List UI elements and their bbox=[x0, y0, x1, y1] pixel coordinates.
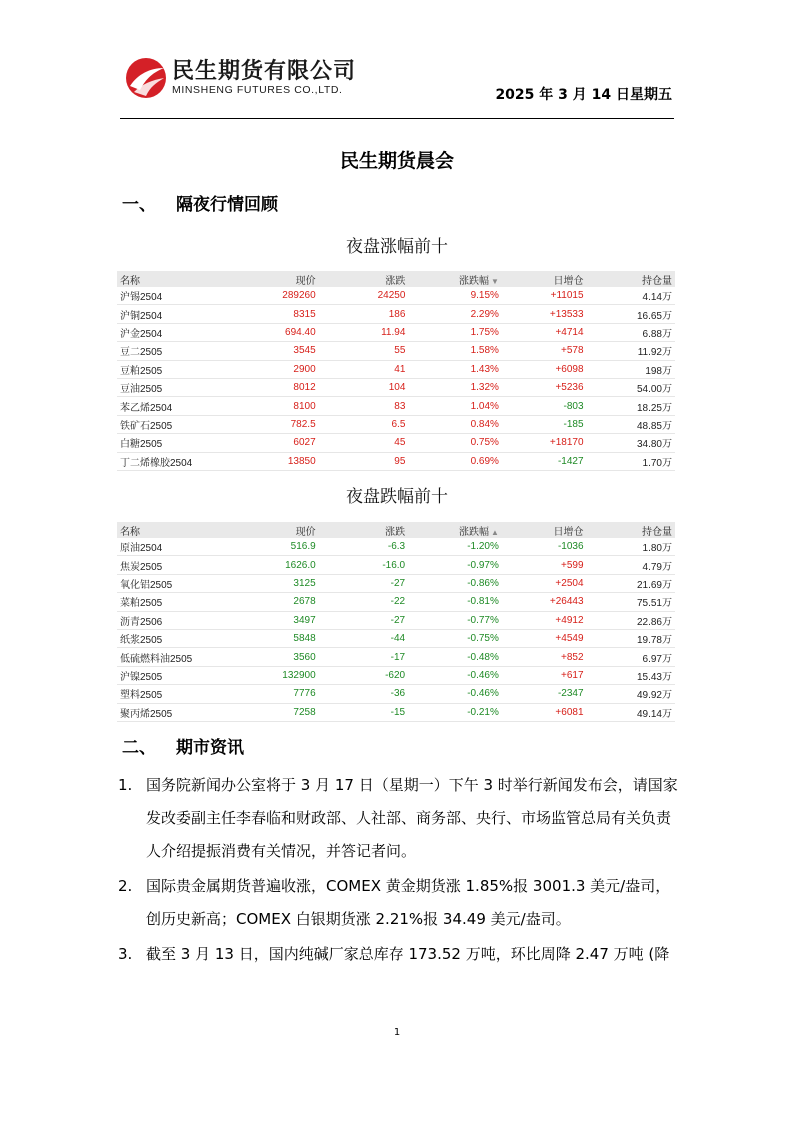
column-header-change[interactable]: 涨跌 bbox=[319, 271, 409, 287]
change-percent: -0.46% bbox=[408, 666, 502, 684]
price-change: -27 bbox=[319, 611, 408, 629]
open-interest: 198万 bbox=[587, 360, 675, 378]
last-price: 3545 bbox=[230, 342, 318, 360]
table-row[interactable] bbox=[117, 342, 675, 360]
change-percent: -0.75% bbox=[408, 629, 502, 647]
change-percent: 1.58% bbox=[408, 342, 502, 360]
price-change: 83 bbox=[319, 397, 409, 415]
last-price: 3497 bbox=[230, 611, 318, 629]
last-price: 2678 bbox=[230, 593, 318, 611]
table-row[interactable] bbox=[117, 648, 675, 666]
price-change: 55 bbox=[319, 342, 409, 360]
change-percent: 1.43% bbox=[408, 360, 502, 378]
section-heading-news bbox=[122, 733, 244, 758]
table-row[interactable] bbox=[117, 360, 675, 378]
change-percent: -1.20% bbox=[408, 538, 502, 556]
contract-name: 低硫燃料油2505 bbox=[117, 648, 230, 666]
price-change: 186 bbox=[319, 305, 409, 323]
last-price: 3560 bbox=[230, 648, 318, 666]
table-row[interactable] bbox=[117, 323, 675, 341]
section-title: 期市资讯 bbox=[176, 738, 244, 758]
contract-name: 沪锡2504 bbox=[117, 287, 230, 305]
daily-oi-change: +5236 bbox=[502, 378, 587, 396]
contract-name: 白糖2505 bbox=[117, 434, 230, 452]
column-header-price[interactable]: 现价 bbox=[230, 522, 318, 538]
table-row[interactable] bbox=[117, 397, 675, 415]
gainers-table bbox=[117, 271, 675, 471]
daily-oi-change: +18170 bbox=[502, 434, 587, 452]
sort-down-icon: ▼ bbox=[491, 276, 499, 286]
last-price: 3125 bbox=[230, 574, 318, 592]
daily-oi-change: +4714 bbox=[502, 323, 587, 341]
daily-oi-change: +852 bbox=[502, 648, 587, 666]
contract-name: 沥青2506 bbox=[117, 611, 230, 629]
table-header-row bbox=[117, 522, 675, 538]
column-header-daily-oi[interactable]: 日增仓 bbox=[502, 522, 587, 538]
news-text: 国际贵金属期货普遍收涨，COMEX 黄金期货涨 1.85%报 3001.3 美元/盎司，创历史新高；COMEX 白银期货涨 2.21%报 34.49 美元/盎司。 bbox=[146, 877, 671, 928]
last-price: 516.9 bbox=[230, 538, 318, 556]
logo-swoosh-icon bbox=[124, 56, 168, 100]
section-number: 一、 bbox=[122, 195, 156, 215]
open-interest: 6.88万 bbox=[587, 323, 675, 341]
daily-oi-change: -1427 bbox=[502, 452, 587, 470]
column-header-open-interest[interactable]: 持仓量 bbox=[587, 522, 675, 538]
change-percent: 0.75% bbox=[408, 434, 502, 452]
change-percent: 1.32% bbox=[408, 378, 502, 396]
table-row[interactable] bbox=[117, 287, 675, 305]
gainers-table-title: 夜盘涨幅前十 bbox=[346, 237, 448, 257]
column-header-daily-oi[interactable]: 日增仓 bbox=[502, 271, 587, 287]
table-row[interactable] bbox=[117, 378, 675, 396]
open-interest: 19.78万 bbox=[587, 629, 675, 647]
change-percent: 9.15% bbox=[408, 287, 502, 305]
table-row[interactable] bbox=[117, 611, 675, 629]
open-interest: 54.00万 bbox=[587, 378, 675, 396]
logo-english-name: MINSHENG FUTURES CO.,LTD. bbox=[172, 84, 343, 96]
news-index: 2. bbox=[118, 877, 133, 895]
daily-oi-change: +26443 bbox=[502, 593, 587, 611]
price-change: 41 bbox=[319, 360, 409, 378]
column-header-name[interactable]: 名称 bbox=[117, 271, 230, 287]
change-percent: 0.84% bbox=[408, 415, 502, 433]
change-percent: 0.69% bbox=[408, 452, 502, 470]
open-interest: 4.79万 bbox=[587, 556, 675, 574]
column-header-change-pct-label: 涨跌幅 bbox=[459, 275, 490, 287]
last-price: 8315 bbox=[230, 305, 318, 323]
open-interest: 15.43万 bbox=[587, 666, 675, 684]
last-price: 7258 bbox=[230, 703, 318, 721]
last-price: 5848 bbox=[230, 629, 318, 647]
table-row[interactable] bbox=[117, 415, 675, 433]
change-percent: 1.75% bbox=[408, 323, 502, 341]
table-row[interactable] bbox=[117, 556, 675, 574]
last-price: 694.40 bbox=[230, 323, 318, 341]
table-row[interactable] bbox=[117, 574, 675, 592]
daily-oi-change: +4549 bbox=[502, 629, 587, 647]
price-change: 24250 bbox=[319, 287, 409, 305]
price-change: -6.3 bbox=[319, 538, 408, 556]
change-percent: 1.04% bbox=[408, 397, 502, 415]
news-item bbox=[118, 938, 678, 971]
open-interest: 1.80万 bbox=[587, 538, 675, 556]
daily-oi-change: -803 bbox=[502, 397, 587, 415]
table-row[interactable] bbox=[117, 538, 675, 556]
column-header-price[interactable]: 现价 bbox=[230, 271, 318, 287]
price-change: 104 bbox=[319, 378, 409, 396]
last-price: 289260 bbox=[230, 287, 318, 305]
open-interest: 6.97万 bbox=[587, 648, 675, 666]
open-interest: 75.51万 bbox=[587, 593, 675, 611]
daily-oi-change: +617 bbox=[502, 666, 587, 684]
news-text: 国务院新闻办公室将于 3 月 17 日（星期一）下午 3 时举行新闻发布会，请国家发改委副主任李春临和财政部、人社部、商务部、央行、市场监管总局有关负责人介绍提振消费有关情况，并答记者问。 bbox=[146, 776, 678, 860]
daily-oi-change: +578 bbox=[502, 342, 587, 360]
company-logo bbox=[124, 56, 374, 102]
price-change: -16.0 bbox=[319, 556, 408, 574]
table-row[interactable] bbox=[117, 305, 675, 323]
column-header-name[interactable]: 名称 bbox=[117, 522, 230, 538]
table-row[interactable] bbox=[117, 703, 675, 721]
column-header-change-pct[interactable] bbox=[408, 522, 502, 538]
price-change: -44 bbox=[319, 629, 408, 647]
contract-name: 焦炭2505 bbox=[117, 556, 230, 574]
sort-up-icon: ▲ bbox=[490, 527, 499, 537]
contract-name: 氧化铝2505 bbox=[117, 574, 230, 592]
contract-name: 铁矿石2505 bbox=[117, 415, 230, 433]
contract-name: 纸浆2505 bbox=[117, 629, 230, 647]
contract-name: 沪镍2505 bbox=[117, 666, 230, 684]
change-percent: -0.46% bbox=[408, 685, 502, 703]
daily-oi-change: +6098 bbox=[502, 360, 587, 378]
open-interest: 11.92万 bbox=[587, 342, 675, 360]
news-list bbox=[118, 769, 678, 971]
daily-oi-change: +13533 bbox=[502, 305, 587, 323]
header-divider bbox=[120, 118, 674, 119]
losers-table bbox=[117, 522, 675, 722]
news-index: 3. bbox=[118, 945, 133, 963]
daily-oi-change: +6081 bbox=[502, 703, 587, 721]
price-change: 45 bbox=[319, 434, 409, 452]
price-change: -36 bbox=[319, 685, 408, 703]
table-row[interactable] bbox=[117, 434, 675, 452]
last-price: 782.5 bbox=[230, 415, 318, 433]
news-index: 1. bbox=[118, 776, 133, 794]
open-interest: 21.69万 bbox=[587, 574, 675, 592]
section-heading-overnight bbox=[122, 190, 278, 215]
contract-name: 沪铜2504 bbox=[117, 305, 230, 323]
column-header-change-pct[interactable] bbox=[408, 271, 502, 287]
table-row[interactable] bbox=[117, 629, 675, 647]
price-change: -620 bbox=[319, 666, 408, 684]
contract-name: 苯乙烯2504 bbox=[117, 397, 230, 415]
table-row[interactable] bbox=[117, 685, 675, 703]
change-percent: -0.81% bbox=[408, 593, 502, 611]
contract-name: 菜粕2505 bbox=[117, 593, 230, 611]
daily-oi-change: +4912 bbox=[502, 611, 587, 629]
open-interest: 34.80万 bbox=[587, 434, 675, 452]
news-text: 截至 3 月 13 日，国内纯碱厂家总库存 173.52 万吨，环比周降 2.47 万吨 (降 bbox=[146, 945, 670, 963]
losers-table-title: 夜盘跌幅前十 bbox=[346, 487, 448, 507]
open-interest: 18.25万 bbox=[587, 397, 675, 415]
daily-oi-change: -2347 bbox=[502, 685, 587, 703]
daily-oi-change: -185 bbox=[502, 415, 587, 433]
contract-name: 豆油2505 bbox=[117, 378, 230, 396]
contract-name: 沪金2504 bbox=[117, 323, 230, 341]
change-percent: -0.86% bbox=[408, 574, 502, 592]
page-number: 1 bbox=[393, 1027, 401, 1038]
contract-name: 豆二2505 bbox=[117, 342, 230, 360]
open-interest: 48.85万 bbox=[587, 415, 675, 433]
report-date: 2025 年 3 月 14 日星期五 bbox=[495, 87, 672, 103]
contract-name: 聚丙烯2505 bbox=[117, 703, 230, 721]
last-price: 132900 bbox=[230, 666, 318, 684]
last-price: 2900 bbox=[230, 360, 318, 378]
price-change: -15 bbox=[319, 703, 408, 721]
last-price: 13850 bbox=[230, 452, 318, 470]
last-price: 7776 bbox=[230, 685, 318, 703]
table-header-row bbox=[117, 271, 675, 287]
table-row[interactable] bbox=[117, 452, 675, 470]
change-percent: -0.97% bbox=[408, 556, 502, 574]
open-interest: 1.70万 bbox=[587, 452, 675, 470]
daily-oi-change: +11015 bbox=[502, 287, 587, 305]
section-number: 二、 bbox=[122, 738, 156, 758]
document-title: 民生期货晨会 bbox=[339, 150, 454, 172]
open-interest: 16.65万 bbox=[587, 305, 675, 323]
news-item bbox=[118, 769, 678, 868]
column-header-change-pct-label: 涨跌幅 bbox=[458, 526, 489, 538]
open-interest: 49.92万 bbox=[587, 685, 675, 703]
last-price: 6027 bbox=[230, 434, 318, 452]
daily-oi-change: -1036 bbox=[502, 538, 587, 556]
open-interest: 22.86万 bbox=[587, 611, 675, 629]
last-price: 1626.0 bbox=[230, 556, 318, 574]
column-header-open-interest[interactable]: 持仓量 bbox=[587, 271, 675, 287]
price-change: -17 bbox=[319, 648, 408, 666]
price-change: 11.94 bbox=[319, 323, 409, 341]
price-change: 95 bbox=[319, 452, 409, 470]
column-header-change[interactable]: 涨跌 bbox=[319, 522, 408, 538]
logo-chinese-name: 民生期货有限公司 bbox=[172, 59, 357, 84]
last-price: 8100 bbox=[230, 397, 318, 415]
price-change: -22 bbox=[319, 593, 408, 611]
change-percent: -0.48% bbox=[408, 648, 502, 666]
price-change: 6.5 bbox=[319, 415, 409, 433]
open-interest: 4.14万 bbox=[587, 287, 675, 305]
change-percent: -0.21% bbox=[408, 703, 502, 721]
daily-oi-change: +2504 bbox=[502, 574, 587, 592]
table-row[interactable] bbox=[117, 666, 675, 684]
section-title: 隔夜行情回顾 bbox=[176, 195, 278, 215]
change-percent: -0.77% bbox=[408, 611, 502, 629]
change-percent: 2.29% bbox=[408, 305, 502, 323]
contract-name: 豆粕2505 bbox=[117, 360, 230, 378]
table-row[interactable] bbox=[117, 593, 675, 611]
daily-oi-change: +599 bbox=[502, 556, 587, 574]
open-interest: 49.14万 bbox=[587, 703, 675, 721]
price-change: -27 bbox=[319, 574, 408, 592]
contract-name: 原油2504 bbox=[117, 538, 230, 556]
news-item bbox=[118, 870, 678, 936]
contract-name: 丁二烯橡胶2504 bbox=[117, 452, 230, 470]
contract-name: 塑料2505 bbox=[117, 685, 230, 703]
last-price: 8012 bbox=[230, 378, 318, 396]
